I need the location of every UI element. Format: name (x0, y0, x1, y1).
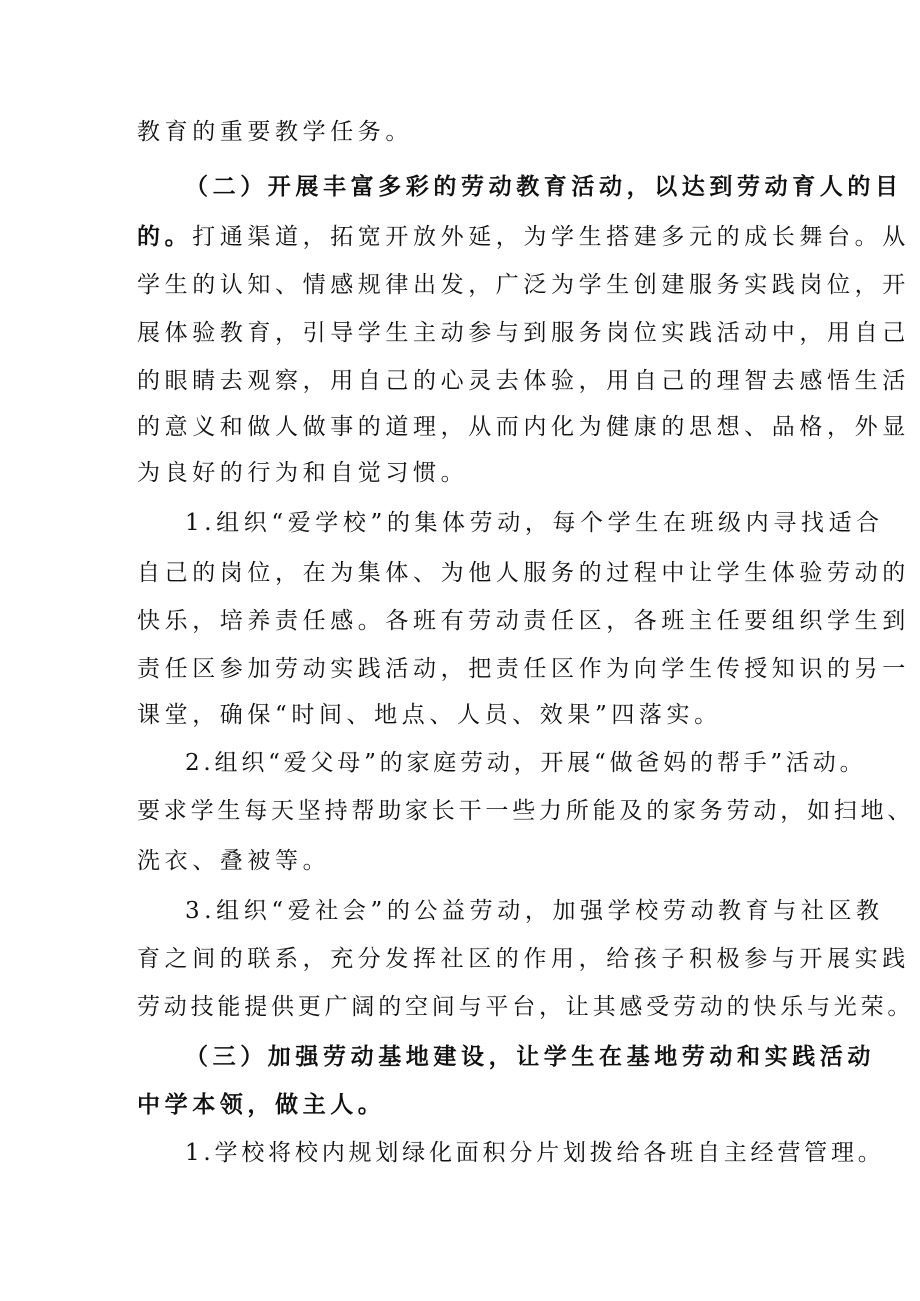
paragraph-line: 学生的认知、情感规律出发，广泛为学生创建服务实践岗位，开 (137, 272, 910, 298)
paragraph-line: 劳动技能提供更广阔的空间与平台，让其感受劳动的快乐与光荣。 (137, 994, 915, 1020)
section-heading-3-line: （三）加强劳动基地建设，让学生在基地劳动和实践活动 (185, 1043, 875, 1070)
paragraph-line: 的眼睛去观察，用自己的心灵去体验，用自己的理智去感悟生活 (137, 368, 910, 394)
list-item-1-line: 1.学校将校内规划绿化面积分片划拨给各班自主经营管理。 (185, 1140, 885, 1166)
paragraph-line: 责任区参加劳动实践活动，把责任区作为向学生传授知识的另一 (137, 656, 910, 682)
paragraph-line: 为良好的行为和自觉习惯。 (137, 460, 469, 486)
paragraph-line: 展体验教育，引导学生主动参与到服务岗位实践活动中，用自己 (137, 320, 910, 346)
section-heading-2-tail: 的。 (137, 223, 193, 250)
paragraph-line: 教育的重要教学任务。 (137, 119, 413, 145)
section-heading-3-line: 中学本领，做主人。 (137, 1091, 386, 1118)
paragraph-line: 快乐，培养责任感。各班有劳动责任区，各班主任要组织学生到 (137, 608, 910, 634)
paragraph-line: 自己的岗位，在为集体、为他人服务的过程中让学生体验劳动的 (137, 560, 910, 586)
section-heading-2-line: （二）开展丰富多彩的劳动教育活动，以达到劳动育人的目 (185, 173, 903, 200)
paragraph-line: 育之间的联系，充分发挥社区的作用，给孩子积极参与开展实践 (137, 946, 910, 972)
paragraph-line: 要求学生每天坚持帮助家长干一些力所能及的家务劳动，如扫地、 (137, 798, 915, 824)
paragraph-line: 的意义和做人做事的道理，从而内化为健康的思想、品格，外显 (137, 414, 910, 440)
paragraph-text: 打通渠道，拓宽开放外延，为学生搭建多元的成长舞台。从 (192, 224, 910, 250)
section-heading-2-paragraph-line (137, 222, 910, 252)
list-item-1-line: 1.组织“爱学校”的集体劳动，每个学生在班级内寻找适合 (185, 510, 884, 536)
list-item-2-line: 2.组织“爱父母”的家庭劳动，开展“做爸妈的帮手”活动。 (185, 750, 867, 776)
paragraph-line: 课堂，确保“时间、地点、人员、效果”四落实。 (137, 702, 722, 728)
list-item-3-line: 3.组织“爱社会”的公益劳动，加强学校劳动教育与社区教 (185, 898, 884, 924)
paragraph-line: 洗衣、叠被等。 (137, 848, 331, 874)
